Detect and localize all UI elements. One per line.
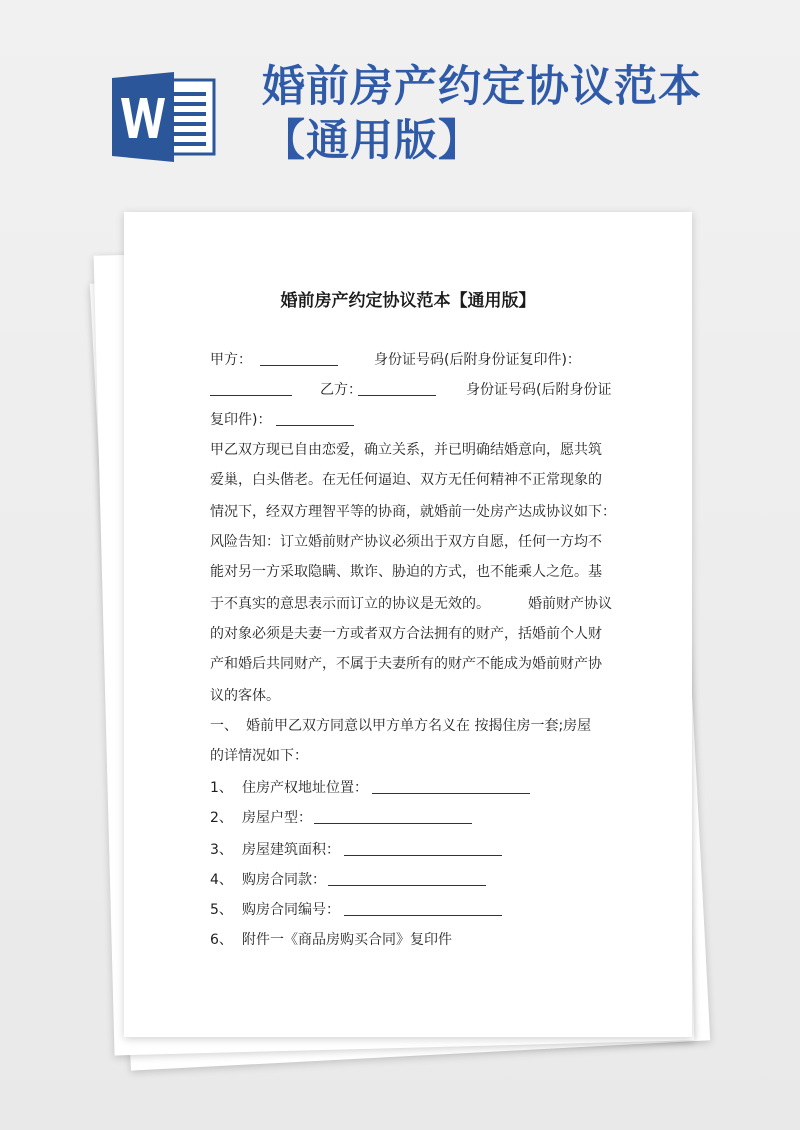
fill-in-blank xyxy=(344,900,502,916)
line-text: 于不真实的意思表示而订立的协议是无效的。 xyxy=(210,596,490,612)
line-text: 能对另一方采取隐瞒、欺诈、胁迫的方式，也不能乘人之危。基 xyxy=(210,564,602,580)
header-title xyxy=(262,60,782,168)
line-text: 购房合同款： xyxy=(242,872,326,888)
line-text: 身份证号码(后附身份证 xyxy=(466,382,612,398)
line-text: 购房合同编号： xyxy=(242,902,340,918)
line-text: 复印件)： xyxy=(210,412,272,428)
line-text: 4、 xyxy=(210,872,233,888)
line-text: 附件一《商品房购买合同》复印件 xyxy=(242,932,452,948)
line-text: 产和婚后共同财产，不属于夫妻所有的财产不能成为婚前财产协 xyxy=(210,656,602,672)
line-text: 乙方： xyxy=(320,382,362,398)
line-text: 风险告知：订立婚前财产协议必须出于双方自愿，任何一方均不 xyxy=(210,534,602,550)
header-title-line1: 婚前房产约定协议范本 xyxy=(262,62,702,112)
fill-in-blank xyxy=(372,778,530,794)
fill-in-blank xyxy=(276,410,354,426)
line-text: 甲乙双方现已自由恋爱，确立关系，并已明确结婚意向，愿共筑 xyxy=(210,442,602,458)
line-text: 3、 xyxy=(210,842,233,858)
line-text: 情况下，经双方理智平等的协商，就婚前一处房产达成协议如下： xyxy=(210,504,616,520)
line-text: 爱巢，白头偕老。在无任何逼迫、双方无任何精神不正常现象的 xyxy=(210,472,602,488)
line-text: 身份证号码(后附身份证复印件)： xyxy=(374,352,581,368)
line-text: 住房产权地址位置： xyxy=(242,780,368,796)
line-text: 5、 xyxy=(210,902,233,918)
fill-in-blank xyxy=(328,870,486,886)
fill-in-blank xyxy=(260,350,338,366)
line-text: 房屋建筑面积： xyxy=(242,842,340,858)
line-text: 一、 xyxy=(210,718,238,734)
fill-in-blank xyxy=(210,380,292,396)
fill-in-blank xyxy=(314,808,472,824)
line-text: 婚前财产协议 xyxy=(528,596,612,612)
fill-in-blank xyxy=(344,840,502,856)
line-text: 甲方： xyxy=(210,352,252,368)
line-text: 房屋户型： xyxy=(242,810,312,826)
header-title-line2: 【通用版】 xyxy=(262,116,482,166)
word-app-icon xyxy=(112,72,216,162)
fill-in-blank xyxy=(358,380,436,396)
line-text: 2、 xyxy=(210,810,233,826)
line-text: 的详情况如下： xyxy=(210,748,308,764)
line-text: 1、 xyxy=(210,780,233,796)
line-text: 6、 xyxy=(210,932,233,948)
line-text: 议的客体。 xyxy=(210,688,280,704)
document-page xyxy=(124,212,692,1037)
document-title: 婚前房产约定协议范本【通用版】 xyxy=(280,291,536,311)
line-text: 的对象必须是夫妻一方或者双方合法拥有的财产，括婚前个人财 xyxy=(210,626,602,642)
line-text: 婚前甲乙双方同意以甲方单方名义在 按揭住房一套;房屋 xyxy=(246,718,592,734)
